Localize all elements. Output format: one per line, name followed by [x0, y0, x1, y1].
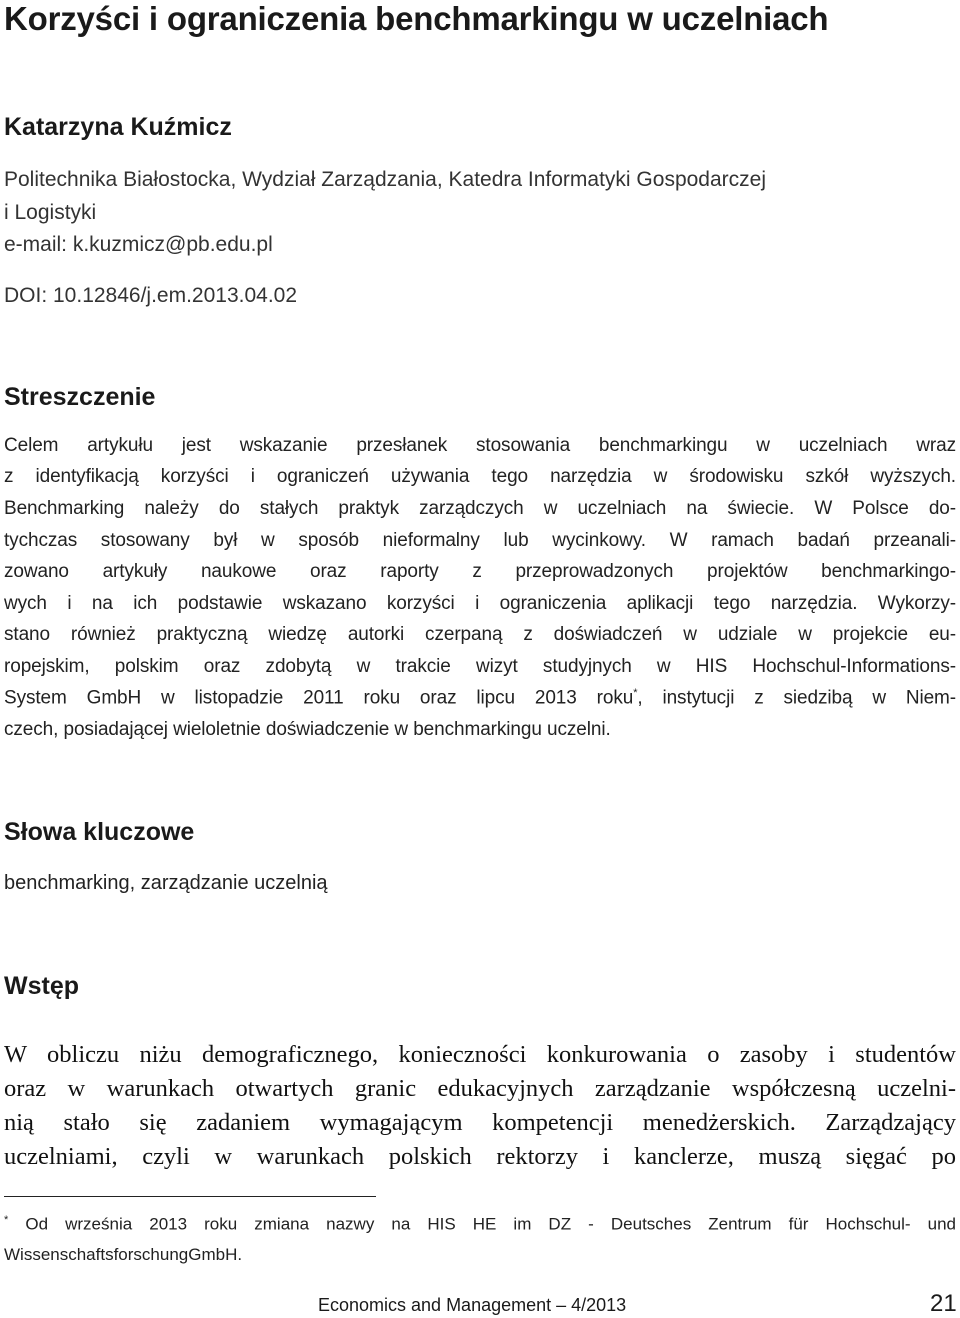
- email-line: e-mail: k.kuzmicz@pb.edu.pl: [4, 233, 273, 256]
- footnote-text: Od września 2013 roku zmiana nazwy na HIS HE im DZ - Deutsches Zentrum für Hochschul- und: [25, 1214, 956, 1234]
- abstract-line: ropejskim, polskim oraz zdobytą w trakcie wizyt studyjnych w HIS Hochschul-Informations-: [4, 656, 956, 677]
- doi: DOI: 10.12846/j.em.2013.04.02: [4, 284, 298, 307]
- page-number: 21: [930, 1290, 957, 1317]
- abstract-line: Celem artykułu jest wskazanie przesłanek stosowania benchmarkingu w uczelniach wraz: [4, 435, 956, 456]
- abstract-line: tychczas stosowany był w sposób nieformalny lub wycinkowy. W ramach badań przeanali-: [4, 530, 956, 551]
- abstract-heading: Streszczenie: [4, 383, 156, 411]
- intro-line: nią stało się zadaniem wymagającym kompetencji menedżerskich. Zarządzający: [4, 1109, 956, 1136]
- abstract-line: wych i na ich podstawie wskazano korzyści i ograniczenia aplikacji tego narzędzia. Wykorzy-: [4, 593, 956, 614]
- abstract-line: stano również praktyczną wiedzę autorki czerpaną z doświadczeń w udziale w projekcie eu-: [4, 624, 956, 645]
- footnote-ref[interactable]: *: [633, 687, 638, 699]
- footnote-separator: [4, 1196, 376, 1197]
- abstract-line: zowano artykuły naukowe oraz raporty z przeprowadzonych projektów benchmarkingo-: [4, 561, 956, 582]
- abstract-line: Benchmarking należy do stałych praktyk zarządczych w uczelniach na świecie. W Polsce do-: [4, 498, 956, 519]
- affiliation-line: i Logistyki: [4, 201, 97, 224]
- article-title: Korzyści i ograniczenia benchmarkingu w uczelniach: [4, 0, 829, 37]
- intro-heading: Wstęp: [4, 972, 79, 1000]
- footnote-marker: *: [4, 1214, 9, 1226]
- abstract-line-with-footnote: [4, 687, 956, 709]
- intro-line: uczelniami, czyli w warunkach polskich rektorzy i kanclerze, muszą sięgać po: [4, 1143, 956, 1170]
- intro-line: W obliczu niżu demograficznego, konieczności konkurowania o zasoby i studentów: [4, 1041, 956, 1068]
- footnote-line: WissenschaftsforschungGmbH.: [4, 1245, 243, 1264]
- keywords-heading: Słowa kluczowe: [4, 818, 195, 846]
- footnote-line: [4, 1214, 956, 1235]
- abstract-line: czech, posiadającej wieloletnie doświadczenie w benchmarkingu uczelni.: [4, 719, 611, 740]
- keywords-text: benchmarking, zarządzanie uczelnią: [4, 872, 328, 894]
- author-name: Katarzyna Kuźmicz: [4, 113, 232, 141]
- journal-footer: Economics and Management – 4/2013: [318, 1295, 627, 1315]
- abstract-line-text: System GmbH w listopadzie 2011 roku oraz lipcu 2013 roku: [4, 687, 634, 709]
- abstract-line: z identyfikacją korzyści i ograniczeń używania tego narzędzia w środowisku szkół wyższych.: [4, 466, 956, 487]
- intro-line: oraz w warunkach otwartych granic edukacyjnych zarządzanie współczesną uczelni-: [4, 1075, 956, 1102]
- affiliation-line: Politechnika Białostocka, Wydział Zarządzania, Katedra Informatyki Gospodarczej: [4, 168, 766, 191]
- abstract-line-text-tail: , instytucji z siedzibą w Niem-: [637, 687, 957, 709]
